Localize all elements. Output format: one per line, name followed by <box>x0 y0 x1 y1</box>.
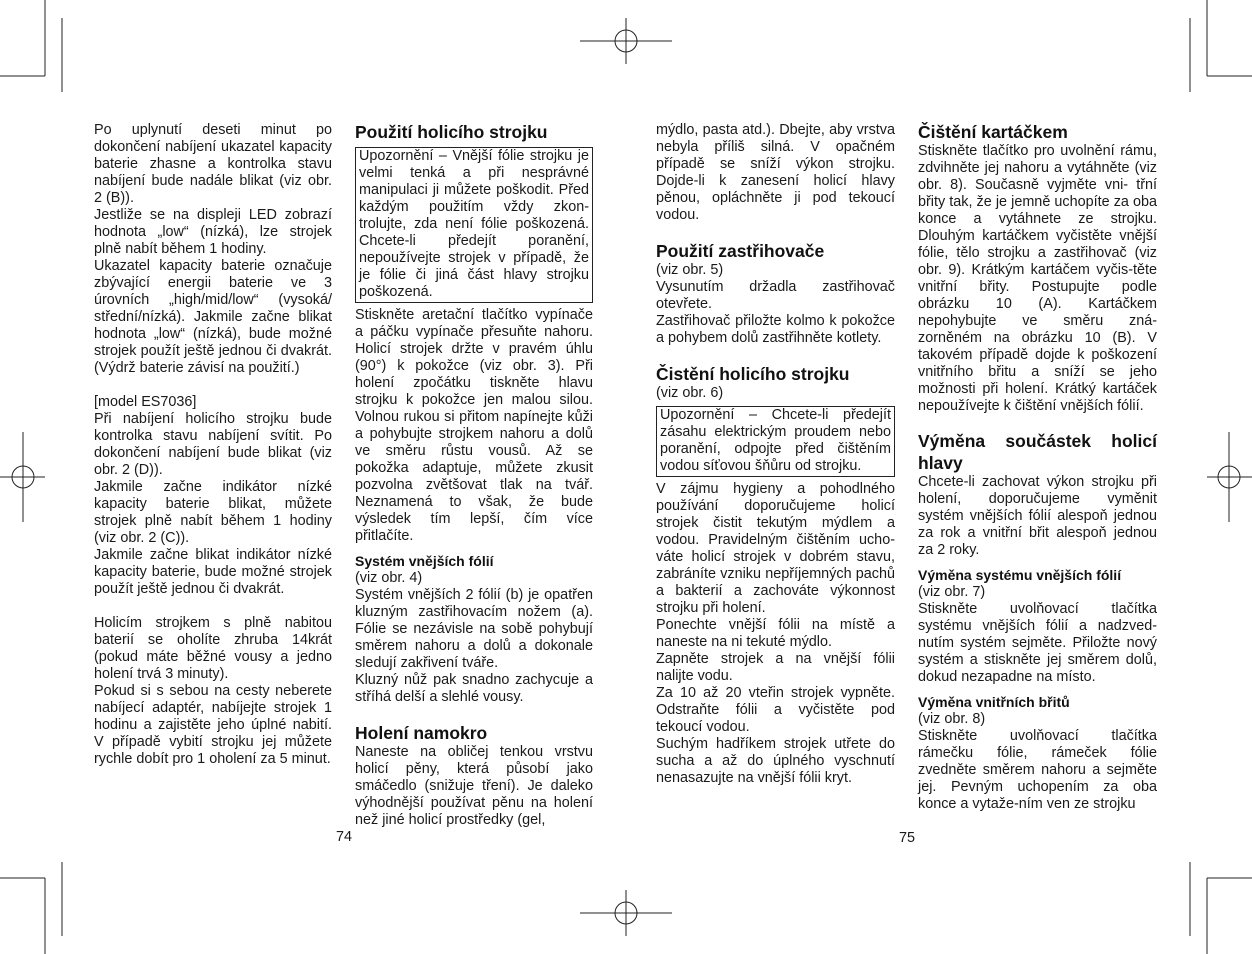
figure-reference: (viz obr. 5) <box>656 262 724 278</box>
page-number-left: 74 <box>336 829 353 845</box>
paragraph: Jakmile začne blikat indikátor nízké kapacity baterie, bude možné strojek použít ještě jednou či dvakrát. <box>94 547 332 597</box>
paragraph: Systém vnějších 2 fólií (b) je opatřen kluzným zastřihovacím nožem (a). Fólie se nezávisle na sobě pohybují směrem nahoru a dolů a dokonale sledují zakřivení tváře. <box>355 587 593 671</box>
column-4 <box>918 121 1157 813</box>
paragraph: Při nabíjení holicího strojku bude kontrolka stavu nabíjení svítit. Po dokončení nabíjení bude blikat (viz obr. 2 (D)). <box>94 411 332 478</box>
subsection-heading: Výměna systému vnějších fólií <box>918 567 1122 583</box>
paragraph: Za 10 až 20 vteřin strojek vypněte. Odstraňte fólii a vyčistěte pod tekoucí vodou. <box>656 685 895 735</box>
model-label: [model ES7036] <box>94 394 197 410</box>
paragraph: Holicím strojkem s plně nabitou baterií se oholíte zhruba 14krát (pokud máte běžné vousy a jedno holení trvá 3 minuty). <box>94 615 332 682</box>
figure-reference: (viz obr. 8) <box>918 711 986 727</box>
paragraph: Suchým hadříkem strojek utřete do sucha a až do úplného vyschnutí nenasazujte na vnější fólii kryt. <box>656 736 895 786</box>
paragraph: Zastřihovač přiložte kolmo k pokožce a pohybem dolů zastřihněte kotlety. <box>656 313 895 346</box>
warning-text: Upozornění – Vnější fólie strojku je velmi tenká a při nesprávné manipulaci ji můžete poškodit. Před každým použitím vždy zkon- trolujte, zda není fólie poškozená. Chcete-li předejít poranění, nepoužívejte strojek v případě, že je fólie či jiná část hlavy strojku poškozená. <box>359 148 589 300</box>
warning-text: Upozornění – Chcete-li předejít zásahu elektrickým proudem nebo poranění, odpojte před čištěním vodou síťovou šňůru od strojku. <box>660 407 891 474</box>
paragraph: V zájmu hygieny a pohodlného používání doporučujeme holicí strojek čistit tekutým mýdlem a vodou. Pravidelným čištěním ucho- váte holicí strojek v dobrém stavu, zabráníte vzniku nepříjemných pachů a bakterií a zachováte výkonnost strojku při holení. <box>656 481 895 616</box>
section-heading: Výměna součástek holicí hlavy <box>918 431 1157 473</box>
paragraph: Naneste na obličej tenkou vrstvu holicí pěny, která působí jako smáčedlo (snižuje tření). Je daleko výhodnější používat pěnu na holení než jiné holicí prostředky (gel, <box>355 744 593 828</box>
paragraph: Stiskněte uvolňovací tlačítka rámečku fólie, rámeček fólie zvedněte směrem nahoru a sejměte jej. Pevným uchopením za oba konce a vytaže-ním ven ze strojku <box>918 728 1157 812</box>
section-heading: Použití holicího strojku <box>355 122 548 142</box>
paragraph: Stiskněte aretační tlačítko vypínače a páčku vypínače přesuňte nahoru. Holicí strojek držte v pravém úhlu (90°) k pokožce (viz obr. 3). Při holení zpočátku tiskněte hlavu strojku k pokožce jen malou silou. Volnou rukou si přitom napínejte kůži a pohybujte strojkem nahoru a dolů ve směru růstu vousů. Až se pokožka adaptuje, můžete zkusit pozvolna zvětšovat tlak na tvář. Neznamená to však, že bude výsledek tím lepší, čím více přitlačíte. <box>355 307 593 544</box>
subsection-heading: Výměna vnitřních břitů <box>918 694 1070 710</box>
warning-box <box>656 406 895 477</box>
paragraph: Jestliže se na displeji LED zobrazí hodnota „low“ (nízká), lze strojek plně nabít během 1 hodiny. <box>94 207 332 257</box>
warning-box <box>355 147 593 303</box>
section-heading: Čištění kartáčkem <box>918 122 1068 142</box>
figure-reference: (viz obr. 6) <box>656 385 724 401</box>
column-2 <box>355 121 593 829</box>
paragraph: Ponechte vnější fólii na místě a naneste na ni tekuté mýdlo. <box>656 617 895 650</box>
paragraph: Jakmile začne indikátor nízké kapacity baterie blikat, můžete strojek plně nabít během 1 hodiny (viz obr. 2 (C)). <box>94 479 332 546</box>
paragraph: Chcete-li zachovat výkon strojku při holení, doporučujeme vyměnit systém vnějších fólií alespoň jednou za rok a vnitřní břit alespoň jednou za 2 roky. <box>918 474 1157 558</box>
paragraph: Stiskněte tlačítko pro uvolnění rámu, zdvihněte jej nahoru a vytáhněte (viz obr. 8). Současně vyjměte vni- třní břity tak, že je jemně uchopíte za oba konce a vytáhnete ze strojku. Dlouhým kartáčkem vyčistěte vnější fólie, tělo strojku a zastřihovač (viz obr. 9). Krátkým kartáčem vyčis-těte vnitřní břity. Postupujte podle obrázku 10 (A). Kartáčkem nepohybujte ve směru zná- zorněném na obrázku 10 (B). V takovém případě dojde k poškození vnitřního břitu a sníží se jeho možnosti při holení. Krátký kartáček nepoužívejte k čištění vnějších fólií. <box>918 143 1157 414</box>
paragraph: Ukazatel kapacity baterie označuje zbývající energii baterie ve 3 úrovních „high/mid/low“ (vysoká/ střední/nízká). Jakmile začne blikat hodnota „low“ (nízká), bude možné strojek použít ještě jednou či dvakrát. (Výdrž baterie závisí na použití.) <box>94 258 332 376</box>
section-heading: Holení namokro <box>355 723 488 743</box>
column-1 <box>94 122 332 768</box>
section-heading: Čistění holicího strojku <box>656 364 850 384</box>
column-3 <box>656 122 895 787</box>
paragraph: Stiskněte uvolňovací tlačítka systému vnějších fólií a nadzved- nutím systém sejměte. Přiložte nový systém a stiskněte jej směrem dolů, dokud nezapadne na místo. <box>918 601 1157 685</box>
paragraph: Kluzný nůž pak snadno zachycuje a stříhá delší a slehlé vousy. <box>355 672 593 705</box>
figure-reference: (viz obr. 4) <box>355 570 423 586</box>
paragraph: mýdlo, pasta atd.). Dbejte, aby vrstva nebyla příliš silná. V opačném případě se sníží výkon strojku. Dojde-li k zanesení holicí hlavy pěnou, opláchněte ji pod tekoucí vodou. <box>656 122 895 223</box>
page-number-right: 75 <box>899 830 916 846</box>
paragraph: Vysunutím držadla zastřihovač otevřete. <box>656 279 895 312</box>
paragraph: Zapněte strojek a na vnější fólii nalijte vodu. <box>656 651 895 684</box>
subsection-heading: Systém vnějších fólií <box>355 553 494 569</box>
paragraph: Po uplynutí deseti minut po dokončení nabíjení ukazatel kapacity baterie zhasne a kontrolka stavu nabíjení bude nadále blikat (viz obr. 2 (B)). <box>94 122 332 206</box>
figure-reference: (viz obr. 7) <box>918 584 986 600</box>
paragraph: Pokud si s sebou na cesty neberete nabíjecí adaptér, nabíjejte strojek 1 hodinu a zajistěte jeho úplné nabití. V případě vybití strojku jej můžete rychle dobít pro 1 oholení za 5 minut. <box>94 683 332 767</box>
section-heading: Použití zastřihovače <box>656 241 825 261</box>
